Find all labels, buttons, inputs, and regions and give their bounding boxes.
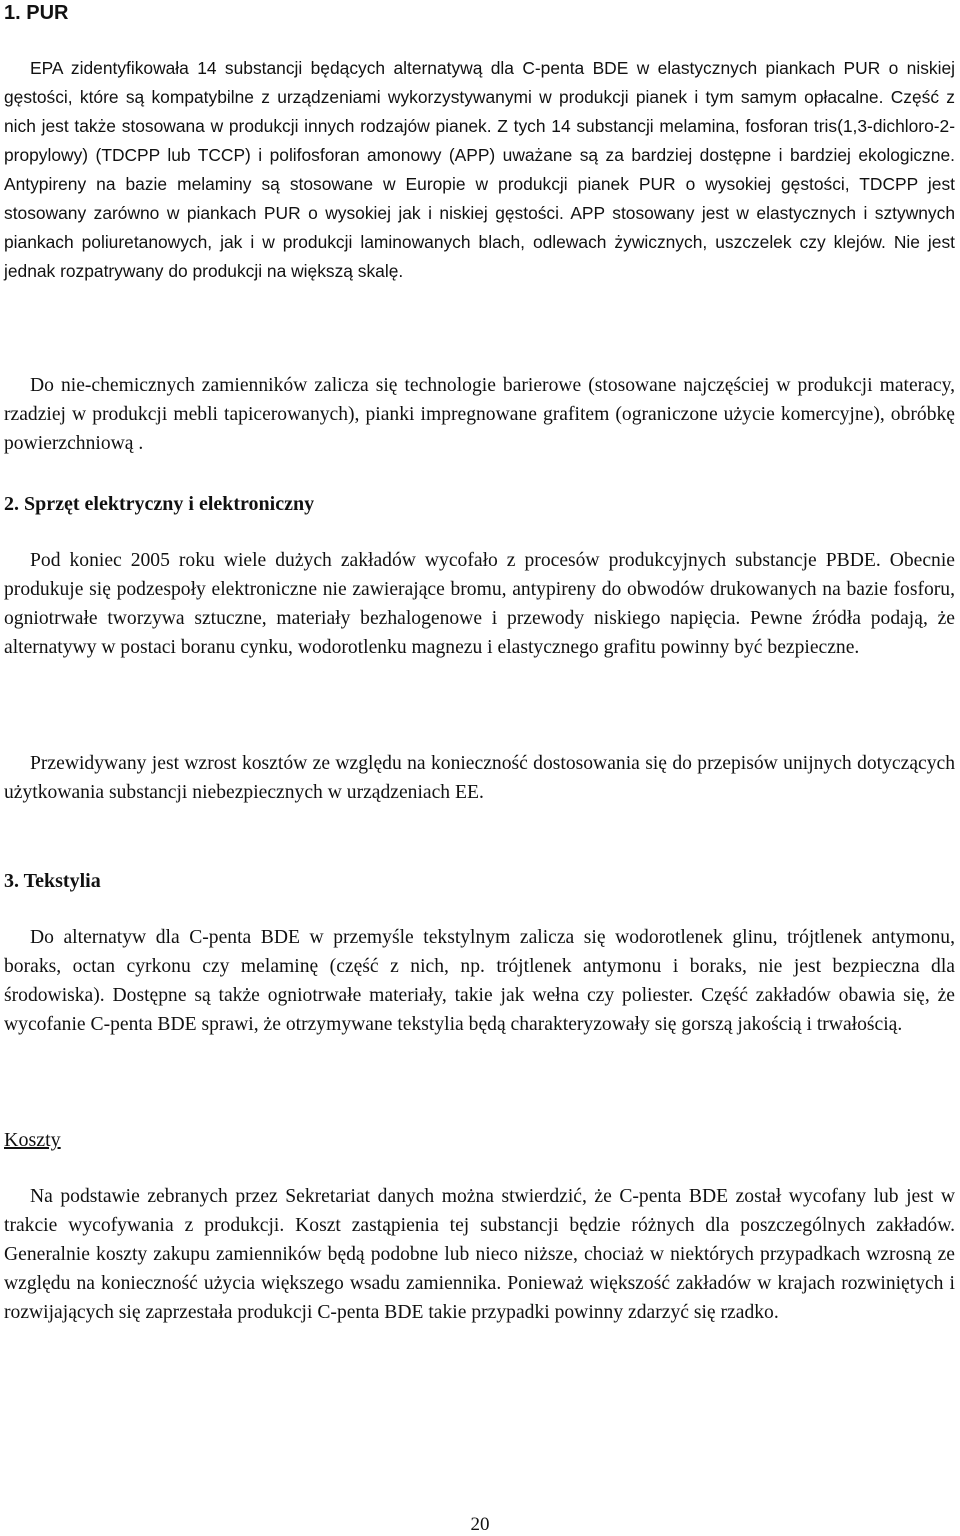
paragraph-non-chemical-substitutes: Do nie-chemicznych zamienników zalicza się technologie barierowe (stosowane najczęściej w produkcji materacy, rzadziej w produkcji mebli tapicerowanych), pianki impregnowane grafitem (ograniczone użycie komercyjne), obróbkę powierzchniową . [4, 375, 955, 454]
page-number: 20 [470, 1514, 490, 1535]
section-heading-electrical-equipment: 2. Sprzęt elektryczny i elektroniczny [4, 493, 315, 515]
section-heading-pur: 1. PUR [4, 2, 69, 24]
paragraph-electronics-costs: Przewidywany jest wzrost kosztów ze względu na konieczność dostosowania się do przepisów unijnych dotyczących użytkowania substancji niebezpiecznych w urządzeniach EE. [4, 753, 955, 803]
paragraph-electronics-alternatives: Pod koniec 2005 roku wiele dużych zakładów wycofało z procesów produkcyjnych substancje PBDE. Obecnie produkuje się podzespoły elektroniczne nie zawierające bromu, antypireny do obwodów drukowanych na bazie fosforu, ogniotrwałe tworzywa sztuczne, materiały bezhalogenowe i przewody niskiego napięcia. Pewne źródła podają, że alternatywy w postaci boranu cynku, wodorotlenku magnezu i elastycznego grafitu powinny być bezpieczne. [4, 550, 955, 658]
subheading-costs: Koszty [4, 1129, 61, 1151]
paragraph-pur-alternatives: EPA zidentyfikowała 14 substancji będących alternatywą dla C-penta BDE w elastycznych piankach PUR o niskiej gęstości, które są kompatybilne z urządzeniami wykorzystywanymi w produkcji pianek i tym samym opłacalne. Część z nich jest także stosowana w produkcji innych rodzajów pianek. Z tych 14 substancji melamina, fosforan tris(1,3-dichloro-2-propylowy) (TDCPP lub TCCP) i polifosforan amonowy (APP) uważane są za bardziej dostępne i bardziej ekologiczne. Antypireny na bazie melaminy są stosowane w Europie w produkcji pianek PUR o wysokiej gęstości, TDCPP jest stosowany zarówno w piankach PUR o wysokiej jak i niskiej gęstości. APP stosowany jest w elastycznych i sztywnych piankach poliuretanowych, jak i w produkcji laminowanych blach, odlewach żywicznych, uszczelek czy klejów. Nie jest jednak rozpatrywany do produkcji na większą skalę. [4, 58, 955, 281]
paragraph-textiles-alternatives: Do alternatyw dla C-penta BDE w przemyśle tekstylnym zalicza się wodorotlenek glinu, trójtlenek antymonu, boraks, octan cyrkonu czy melaminę (część z nich, np. trójtlenek antymonu i boraks, nie jest bezpieczna dla środowiska). Dostępne są także ogniotrwałe materiały, takie jak wełna czy poliester. Część zakładów obawia się, że wycofanie C-penta BDE sprawi, że otrzymywane tekstylia będą charakteryzowały się gorszą jakością i trwałością. [4, 927, 955, 1035]
section-heading-textiles: 3. Tekstylia [4, 870, 101, 892]
paragraph-costs: Na podstawie zebranych przez Sekretariat danych można stwierdzić, że C-penta BDE został wycofany lub jest w trakcie wycofywania z produkcji. Koszt zastąpienia tej substancji będzie różnych dla poszczególnych zakładów. Generalnie koszty zakupu zamienników będą podobne lub nieco niższe, chociaż w niektórych przypadkach wzrosną ze względu na konieczność użycia większego wsadu zamiennika. Ponieważ większość zakładów w krajach rozwiniętych i rozwijających się zaprzestała produkcji C-penta BDE takie przypadki powinny zdarzyć się rzadko. [4, 1186, 955, 1323]
